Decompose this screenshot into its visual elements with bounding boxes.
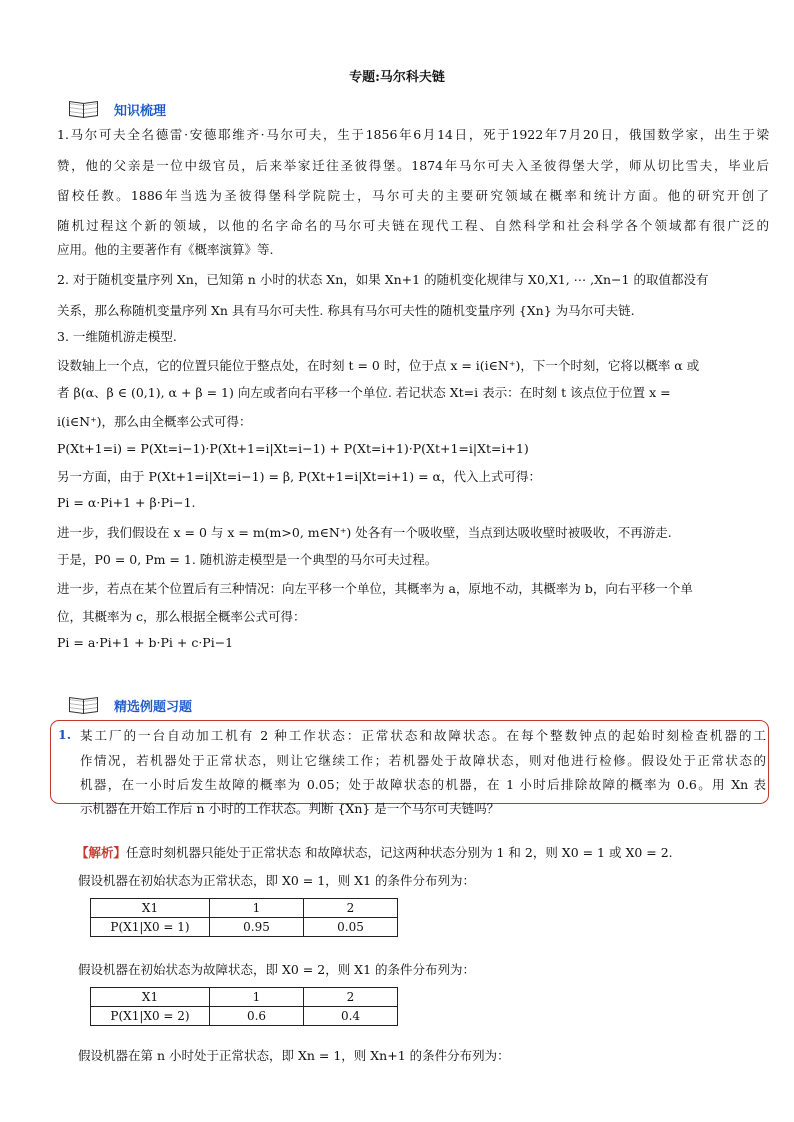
section-knowledge-label: 知识梳理 xyxy=(114,103,167,119)
solution-line: 假设机器在第 n 小时处于正常状态，即 Xn = 1，则 Xn+1 的条件分布列为： xyxy=(78,1048,510,1063)
table-cell: P(X1|X0 = 1) xyxy=(91,918,210,937)
text-line: 关系，那么称随机变量序列 Xn 具有马尔可夫性. 称具有马尔可夫性的随机变量序列 {Xn} 为马尔可夫链. xyxy=(57,303,635,318)
formula-line: P(Xt+1=i) = P(Xt=i−1)·P(Xt+1=i|Xt=i−1) + P(Xt=i+1)·P(Xt+1=i|Xt=i+1) xyxy=(57,441,529,456)
distribution-table-1 xyxy=(90,898,398,937)
text-line: 随机过程这个新的领域，以他的名字命名的马尔可夫链在现代工程、自然科学和社会科学各个领域都有很广泛的 xyxy=(57,218,769,233)
text-line: 应用。他的主要著作有《概率演算》等. xyxy=(57,242,274,257)
text-line: 设数轴上一个点，它的位置只能位于整点处，在时刻 t = 0 时，位于点 x = i(i∈N⁺)，下一个时刻，它将以概率 α 或 xyxy=(57,358,700,373)
text-line: 于是，P0 = 0, Pm = 1. 随机游走模型是一个典型的马尔可夫过程。 xyxy=(57,552,438,567)
table-header-row xyxy=(91,899,398,918)
text-line: 3. 一维随机游走模型. xyxy=(57,329,177,344)
text-line: 进一步，若点在某个位置后有三种情况：向左平移一个单位，其概率为 a，原地不动，其概率为 b，向右平移一个单 xyxy=(57,581,693,596)
text-line: 另一方面，由于 P(Xt+1=i|Xt=i−1) = β, P(Xt+1=i|Xt=i+1) = α，代入上式可得： xyxy=(57,469,541,484)
distribution-table-2 xyxy=(90,987,398,1026)
table-row xyxy=(91,918,398,937)
solution-text: 任意时刻机器只能处于正常状态 和故障状态，记这两种状态分别为 1 和 2，则 X0 = 1 或 X0 = 2. xyxy=(126,845,673,860)
formula-line: Pi = α·Pi+1 + β·Pi−1. xyxy=(57,495,196,510)
text-line: 者 β(α、β ∈ (0,1), α + β = 1) 向左或者向右平移一个单位. 若记状态 Xt=i 表示：在时刻 t 该点位于位置 x = xyxy=(57,385,671,400)
table-cell: 2 xyxy=(304,899,398,918)
text-line: 赞，他的父亲是一位中级官员，后来举家迁往圣彼得堡。1874年马尔可夫入圣彼得堡大学，师从切比雪夫，毕业后 xyxy=(57,158,769,173)
table-cell: X1 xyxy=(91,988,210,1007)
open-book-icon xyxy=(68,695,98,715)
example-text-line: 作情况，若机器处于正常状态，则让它继续工作；若机器处于故障状态，则对他进行检修。假设处于正常状态的 xyxy=(80,753,766,768)
table-cell: 2 xyxy=(304,988,398,1007)
table-cell: X1 xyxy=(91,899,210,918)
text-line: 留校任教。1886年当选为圣彼得堡科学院院士，马尔可夫的主要研究领域在概率和统计方面。他的研究开创了 xyxy=(57,188,769,203)
table-row xyxy=(91,1007,398,1026)
table-cell: P(X1|X0 = 2) xyxy=(91,1007,210,1026)
example-number: 1. xyxy=(58,727,72,742)
section-examples-heading xyxy=(68,694,192,716)
example-text-line: 某工厂的一台自动加工机有 2 种工作状态：正常状态和故障状态。在每个整数钟点的起始时刻检查机器的工 xyxy=(80,728,766,743)
example-text-line: 机器，在一小时后发生故障的概率为 0.05；处于故障状态的机器，在 1 小时后排除故障的概率为 0.6。用 Xn 表 xyxy=(80,777,766,792)
text-line: i(i∈N⁺)，那么由全概率公式可得： xyxy=(57,414,252,429)
text-line: 位，其概率为 c，那么根据全概率公式可得： xyxy=(57,609,306,624)
table-cell: 0.6 xyxy=(210,1007,304,1026)
solution-label: 【解析】 xyxy=(76,845,127,860)
open-book-icon xyxy=(68,99,98,119)
text-line: 进一步，我们假设在 x = 0 与 x = m(m>0, m∈N⁺) 处各有一个吸收壁，当点到达吸收壁时被吸收，不再游走. xyxy=(57,525,672,540)
section-examples-label: 精选例题习题 xyxy=(114,699,193,715)
table-cell: 0.05 xyxy=(304,918,398,937)
table-cell: 0.95 xyxy=(210,918,304,937)
solution-line xyxy=(76,843,673,861)
table-header-row xyxy=(91,988,398,1007)
solution-line: 假设机器在初始状态为故障状态，即 X0 = 2，则 X1 的条件分布列为： xyxy=(78,962,475,977)
table-cell: 0.4 xyxy=(304,1007,398,1026)
formula-line: Pi = a·Pi+1 + b·Pi + c·Pi−1 xyxy=(57,635,234,650)
solution-line: 假设机器在初始状态为正常状态，即 X0 = 1，则 X1 的条件分布列为： xyxy=(78,873,475,888)
table-cell: 1 xyxy=(210,988,304,1007)
example-text-line: 示机器在开始工作后 n 小时的工作状态。判断 {Xn} 是一个马尔可夫链吗？ xyxy=(80,801,500,816)
section-knowledge-heading xyxy=(68,98,166,120)
text-line: 2. 对于随机变量序列 Xn，已知第 n 小时的状态 Xn，如果 Xn+1 的随机变化规律与 X0,X1, ⋯ ,Xn−1 的取值都没有 xyxy=(57,272,709,287)
text-line: 1.马尔可夫全名德雷·安德耶维齐·马尔可夫，生于1856年6月14日，死于1922年7月20日，俄国数学家，出生于梁 xyxy=(57,127,769,142)
page-title: 专题:马尔科夫链 xyxy=(349,70,445,85)
table-cell: 1 xyxy=(210,899,304,918)
